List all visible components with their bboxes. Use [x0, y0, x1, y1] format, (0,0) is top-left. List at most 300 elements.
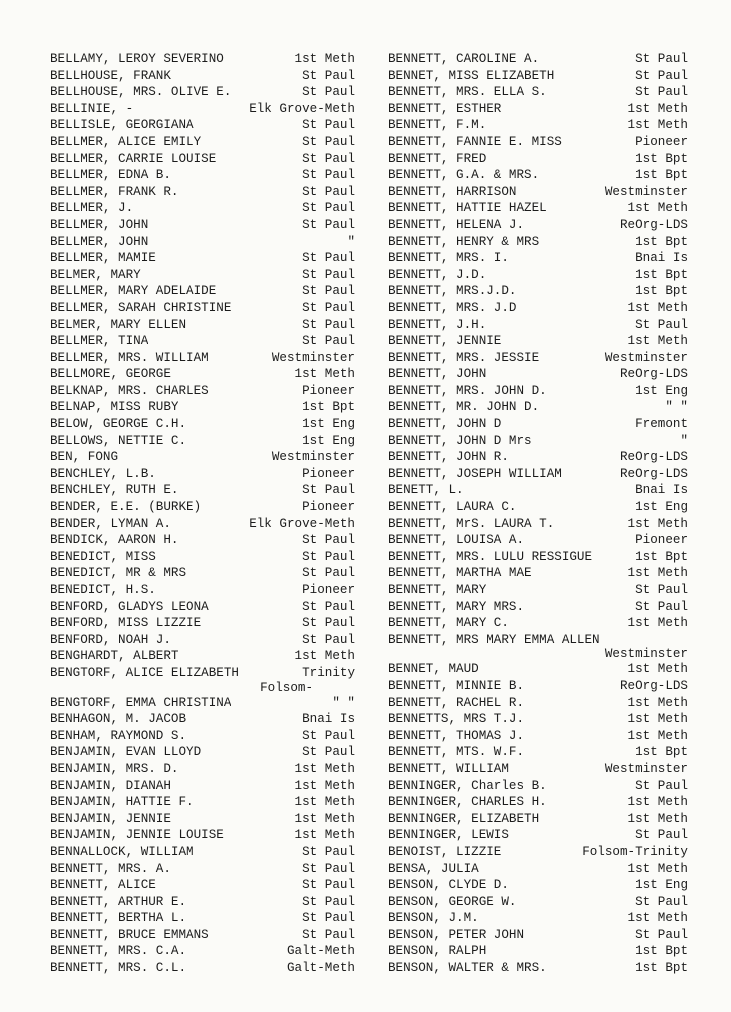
- entry-church: 1st Eng: [302, 417, 355, 432]
- entry-name: BENNETT, MRS. I.: [388, 251, 509, 266]
- directory-entry: [388, 317, 688, 334]
- directory-entry: [388, 615, 688, 632]
- entry-church: Fremont: [635, 417, 688, 432]
- entry-name: BENSON, RALPH: [388, 944, 487, 959]
- directory-entry: [388, 117, 688, 134]
- entry-church: ReOrg-LDS: [619, 367, 688, 382]
- directory-entry: [388, 711, 688, 728]
- entry-church: Elk Grove-Meth: [249, 516, 355, 531]
- entry-church: St Paul: [302, 217, 355, 232]
- directory-entry: [388, 217, 688, 234]
- entry-name: BENNETT, MRS MARY EMMA ALLEN: [388, 632, 600, 647]
- directory-entry: [50, 101, 355, 118]
- entry-church: St Paul: [635, 599, 688, 614]
- entry-church: St Paul: [302, 134, 355, 149]
- directory-entry: [388, 910, 688, 927]
- entry-name: BENNETT, G.A. & MRS.: [388, 168, 540, 183]
- entry-church: 1st Meth: [627, 811, 688, 826]
- entry-name: BENHAM, RAYMOND S.: [50, 728, 187, 743]
- entry-name: BENNET, MISS ELIZABETH: [388, 68, 555, 83]
- directory-entry: [388, 167, 688, 184]
- directory-entry: [388, 582, 688, 599]
- entry-name: BENNINGER, CHARLES H.: [388, 795, 547, 810]
- entry-name: BENNETT, ALICE: [50, 878, 156, 893]
- directory-entry: [50, 151, 355, 168]
- entry-name: BENCHLEY, RUTH E.: [50, 483, 179, 498]
- directory-entry: [388, 599, 688, 616]
- directory-entry: [50, 827, 355, 844]
- entry-name: BENNETT, JOHN D: [388, 417, 502, 432]
- directory-entry: [50, 350, 355, 367]
- entry-name: BENNETT, HENRY & MRS: [388, 234, 540, 249]
- entry-name: BENNETTS, MRS T.J.: [388, 712, 525, 727]
- entry-church: 1st Meth: [294, 52, 355, 66]
- directory-entry: [50, 632, 355, 649]
- entry-name: BENJAMIN, JENNIE LOUISE: [50, 828, 224, 843]
- entry-name: BENNETT, JOHN R.: [388, 450, 509, 465]
- directory-entry: [50, 449, 355, 466]
- directory-entry: [50, 333, 355, 350]
- directory-entry: [388, 927, 688, 944]
- directory-entry: [50, 877, 355, 894]
- entry-church: St Paul: [302, 267, 355, 282]
- directory-entry: [50, 761, 355, 778]
- entry-church: Westminster: [604, 350, 688, 365]
- entry-church: 1st Bpt: [635, 944, 688, 959]
- entry-church: Pioneer: [302, 466, 355, 481]
- entry-name: BENEDICT, H.S.: [50, 583, 156, 597]
- entry-church: St Paul: [635, 52, 688, 66]
- entry-church: St Paul: [302, 284, 355, 299]
- entry-name: BELLMER, JOHN: [50, 217, 149, 232]
- entry-church: St Paul: [302, 616, 355, 631]
- entry-church: ReOrg-LDS: [619, 217, 688, 232]
- directory-entry: [50, 811, 355, 828]
- entry-church: ": [347, 234, 355, 249]
- directory-entry: [50, 134, 355, 151]
- entry-church: Westminster: [604, 761, 688, 776]
- directory-entry: [388, 943, 688, 960]
- entry-church: 1st Meth: [627, 695, 688, 710]
- entry-name: BENNETT, MRS. C.L.: [50, 961, 187, 976]
- entry-church: 1st Bpt: [635, 234, 688, 249]
- entry-name: BENNETT, MRS.J.D.: [388, 284, 517, 299]
- entry-name: BELLMER, TINA: [50, 334, 149, 349]
- directory-entry: [50, 648, 355, 665]
- entry-church: St Paul: [635, 778, 688, 793]
- directory-entry: [50, 267, 355, 284]
- entry-name: BELLAMY, LEROY SEVERINO: [50, 52, 224, 66]
- directory-entry: [388, 466, 688, 483]
- directory-entry: [388, 101, 688, 118]
- directory-entry: [50, 794, 355, 811]
- directory-entry: [50, 217, 355, 234]
- entry-church: 1st Meth: [627, 616, 688, 631]
- entry-name: BENNETT, MRS. ELLA S.: [388, 85, 547, 100]
- directory-entry: [388, 234, 688, 251]
- entry-church: St Paul: [302, 317, 355, 332]
- entry-name: BENNETT, JENNIE: [388, 334, 502, 349]
- entry-church: St Paul: [302, 151, 355, 166]
- entry-name: BENSON, CLYDE D.: [388, 878, 509, 893]
- entry-name: BENNINGER, Charles B.: [388, 778, 547, 793]
- entry-church: 1st Bpt: [635, 284, 688, 299]
- entry-church: St Paul: [302, 728, 355, 743]
- entry-church-continuation: Folsom-: [260, 680, 313, 695]
- entry-name: BELLMORE, GEORGE: [50, 367, 171, 382]
- directory-entry: [50, 184, 355, 201]
- entry-name: BENGHARDT, ALBERT: [50, 649, 179, 664]
- entry-church: ": [680, 433, 688, 448]
- entry-church: St Paul: [302, 894, 355, 909]
- entry-church: St Paul: [635, 317, 688, 332]
- entry-church: ReOrg-LDS: [619, 450, 688, 465]
- directory-entry: [388, 794, 688, 811]
- entry-name: BENNETT, MRS. A.: [50, 861, 171, 876]
- entry-church: 1st Bpt: [635, 549, 688, 564]
- entry-church: St Paul: [635, 85, 688, 100]
- entry-name: BELLMER, FRANK R.: [50, 184, 179, 199]
- entry-name: BELKNAP, MRS. CHARLES: [50, 383, 209, 398]
- directory-entry: [50, 167, 355, 184]
- directory-entry: [50, 778, 355, 795]
- entry-name: BENEDICT, MR & MRS: [50, 566, 187, 581]
- entry-church: 1st Meth: [627, 662, 688, 677]
- entry-church: Pioneer: [635, 533, 688, 548]
- entry-name: BENNETT, MRS. LULU RESSIGUE: [388, 549, 593, 564]
- directory-entry: [50, 482, 355, 499]
- directory-entry: [388, 661, 688, 678]
- entry-church: St Paul: [302, 861, 355, 876]
- entry-church: Pioneer: [302, 383, 355, 398]
- entry-name: BENNETT, BRUCE EMMANS: [50, 927, 209, 942]
- entry-name: BENNETT, HARRISON: [388, 184, 517, 199]
- directory-entry: [388, 51, 688, 68]
- entry-church: St Paul: [302, 201, 355, 216]
- directory-entry: [50, 68, 355, 85]
- entry-church: Westminster: [604, 184, 688, 199]
- directory-entry: [50, 582, 355, 599]
- entry-name: BENNETT, MARTHA MAE: [388, 566, 532, 581]
- entry-name: BELOW, GEORGE C.H.: [50, 417, 187, 432]
- entry-church: 1st Meth: [627, 911, 688, 926]
- directory-entry: [50, 910, 355, 927]
- entry-name: BENNETT, MrS. LAURA T.: [388, 516, 555, 531]
- entry-church: " ": [665, 400, 688, 415]
- entry-church: 1st Meth: [627, 861, 688, 876]
- entry-name: BELMER, MARY ELLEN: [50, 317, 187, 332]
- entry-name: BELLHOUSE, MRS. OLIVE E.: [50, 85, 232, 100]
- entry-church: St Paul: [302, 533, 355, 548]
- directory-entry: [50, 695, 355, 712]
- entry-name: BENDICK, AARON H.: [50, 533, 179, 548]
- entry-church: Galt-Meth: [286, 961, 355, 976]
- directory-entry: [388, 532, 688, 549]
- entry-church: Elk Grove-Meth: [249, 101, 355, 116]
- entry-church: ReOrg-LDS: [619, 678, 688, 693]
- entry-name: BENNINGER, LEWIS: [388, 828, 509, 843]
- entry-name: BENNETT, J.H.: [388, 317, 487, 332]
- entry-church: 1st Bpt: [635, 267, 688, 282]
- entry-name: BENNETT, MRS. JOHN D.: [388, 383, 547, 398]
- entry-church: 1st Meth: [627, 566, 688, 581]
- entry-name: BELLMER, JOHN: [50, 234, 149, 249]
- directory-entry: [50, 744, 355, 761]
- entry-name: BENEDICT, MISS: [50, 549, 156, 564]
- entry-name: BENSON, J.M.: [388, 911, 479, 926]
- directory-entry: [50, 300, 355, 317]
- entry-name: BENNETT, MARY C.: [388, 616, 509, 631]
- directory-entry: [50, 366, 355, 383]
- entry-name: BENNETT, JOHN: [388, 367, 487, 382]
- entry-name: BELLMER, CARRIE LOUISE: [50, 151, 217, 166]
- entry-church: Bnai Is: [302, 712, 355, 727]
- directory-entry: [388, 416, 688, 433]
- directory-entry: [388, 632, 688, 649]
- directory-entry: [50, 399, 355, 416]
- entry-name: BENNINGER, ELIZABETH: [388, 811, 540, 826]
- directory-entry: [388, 300, 688, 317]
- entry-name: BENNETT, HATTIE HAZEL: [388, 201, 547, 216]
- entry-church: St Paul: [302, 168, 355, 183]
- entry-name: BENNETT, FANNIE E. MISS: [388, 134, 562, 149]
- entry-name: BENNETT, ARTHUR E.: [50, 894, 187, 909]
- directory-entry: [50, 549, 355, 566]
- directory-entry: [388, 844, 688, 861]
- entry-name: BELLMER, MARY ADELAIDE: [50, 284, 217, 299]
- entry-church: Bnai Is: [635, 251, 688, 266]
- entry-church: 1st Meth: [627, 516, 688, 531]
- entry-church: St Paul: [635, 927, 688, 942]
- entry-church: Galt-Meth: [286, 944, 355, 959]
- directory-entry: [388, 184, 688, 201]
- entry-name: BELMER, MARY: [50, 267, 141, 282]
- entry-name: BENJAMIN, MRS. D.: [50, 761, 179, 776]
- entry-name: BENNETT, BERTHA L.: [50, 911, 187, 926]
- entry-church: Westminster: [271, 350, 355, 365]
- entry-name: BENSON, GEORGE W.: [388, 894, 517, 909]
- entry-church: St Paul: [635, 894, 688, 909]
- entry-church: St Paul: [302, 844, 355, 859]
- entry-name: BENDER, E.E. (BURKE): [50, 500, 202, 515]
- entry-name: BENNETT, LOUISA A.: [388, 533, 525, 548]
- entry-church: 1st Meth: [627, 712, 688, 727]
- directory-entry: [388, 744, 688, 761]
- left-column: [50, 51, 355, 977]
- entry-name: BENDER, LYMAN A.: [50, 516, 171, 531]
- directory-entry: [50, 532, 355, 549]
- entry-name: BENFORD, MISS LIZZIE: [50, 616, 202, 631]
- entry-name: BELLOWS, NETTIE C.: [50, 433, 187, 448]
- entry-church: 1st Eng: [635, 383, 688, 398]
- entry-name: BENNETT, MINNIE B.: [388, 678, 525, 693]
- directory-entry: [388, 894, 688, 911]
- directory-entry: [50, 317, 355, 334]
- directory-entry: [388, 366, 688, 383]
- entry-church: St Paul: [302, 927, 355, 942]
- entry-church: St Paul: [302, 745, 355, 760]
- directory-entry: [388, 68, 688, 85]
- directory-entry: [50, 283, 355, 300]
- directory-entry: [50, 927, 355, 944]
- entry-name: BENNALLOCK, WILLIAM: [50, 844, 194, 859]
- directory-entry: [388, 678, 688, 695]
- directory-entry: [50, 250, 355, 267]
- entry-church: St Paul: [302, 878, 355, 893]
- directory-entry: [50, 51, 355, 68]
- entry-church: St Paul: [635, 828, 688, 843]
- entry-name: BENSON, PETER JOHN: [388, 927, 525, 942]
- entry-church: 1st Eng: [635, 500, 688, 515]
- entry-church: Trinity: [302, 665, 355, 680]
- entry-name: BENSA, JULIA: [388, 861, 479, 876]
- entry-name: BELLHOUSE, FRANK: [50, 68, 171, 83]
- entry-church: 1st Meth: [294, 828, 355, 843]
- directory-entry: [388, 778, 688, 795]
- directory-entry: [50, 466, 355, 483]
- entry-name: BENNETT, LAURA C.: [388, 500, 517, 515]
- entry-name: BENNETT, MTS. W.F.: [388, 745, 525, 760]
- entry-name: BENNETT, CAROLINE A.: [388, 52, 540, 66]
- entry-name: BENNETT, JOHN D Mrs: [388, 433, 532, 448]
- directory-entry: [388, 565, 688, 582]
- entry-name: BELLMER, ALICE EMILY: [50, 134, 202, 149]
- directory-entry: [50, 960, 355, 977]
- entry-church: St Paul: [302, 334, 355, 349]
- entry-church: St Paul: [302, 911, 355, 926]
- entry-church: St Paul: [302, 68, 355, 83]
- entry-name: BENCHLEY, L.B.: [50, 466, 156, 481]
- entry-church: 1st Meth: [627, 795, 688, 810]
- directory-entry: [388, 499, 688, 516]
- entry-church: 1st Meth: [627, 300, 688, 315]
- entry-church: 1st Meth: [627, 118, 688, 133]
- directory-entry: [388, 433, 688, 450]
- directory-entry: [388, 861, 688, 878]
- entry-name: BENJAMIN, JENNIE: [50, 811, 171, 826]
- entry-name: BELLMER, MRS. WILLIAM: [50, 350, 209, 365]
- directory-entry: [50, 711, 355, 728]
- directory-entry: [50, 499, 355, 516]
- entry-church: 1st Meth: [294, 367, 355, 382]
- directory-entry: [50, 516, 355, 533]
- directory-entry: [50, 117, 355, 134]
- entry-church: St Paul: [302, 632, 355, 647]
- directory-entry: [388, 283, 688, 300]
- directory-entry: [388, 399, 688, 416]
- directory-entry: [50, 894, 355, 911]
- entry-name: BENGTORF, ALICE ELIZABETH: [50, 665, 239, 680]
- entry-name: BENNETT, WILLIAM: [388, 761, 509, 776]
- directory-entry: [388, 449, 688, 466]
- directory-entry: [50, 234, 355, 251]
- entry-name: BENETT, L.: [388, 483, 464, 498]
- entry-name: BELLISLE, GEORGIANA: [50, 118, 194, 133]
- directory-entry: [388, 134, 688, 151]
- directory-entry: [50, 84, 355, 101]
- entry-church: 1st Bpt: [635, 151, 688, 166]
- entry-church: 1st Eng: [302, 433, 355, 448]
- entry-church: St Paul: [302, 599, 355, 614]
- entry-church: St Paul: [302, 251, 355, 266]
- directory-entry: [388, 383, 688, 400]
- entry-church: Pioneer: [302, 500, 355, 515]
- directory-entry: [388, 549, 688, 566]
- entry-name: BEN, FONG: [50, 450, 119, 465]
- entry-name: BELLMER, EDNA B.: [50, 168, 171, 183]
- entry-name: BELLMER, MAMIE: [50, 251, 156, 266]
- entry-name: BELLMER, SARAH CHRISTINE: [50, 300, 232, 315]
- directory-entry: [388, 267, 688, 284]
- entry-church: Bnai Is: [635, 483, 688, 498]
- right-column: [388, 51, 688, 977]
- entry-church: Pioneer: [635, 134, 688, 149]
- entry-name: BENNETT, JOSEPH WILLIAM: [388, 466, 562, 481]
- entry-church: St Paul: [302, 300, 355, 315]
- entry-name: BENNET, MAUD: [388, 662, 479, 677]
- entry-church: St Paul: [302, 483, 355, 498]
- entry-name: BENJAMIN, EVAN LLOYD: [50, 745, 202, 760]
- directory-entry: [50, 433, 355, 450]
- entry-name: BENNETT, MRS. C.A.: [50, 944, 187, 959]
- entry-name: BENJAMIN, HATTIE F.: [50, 795, 194, 810]
- entry-name: BENNETT, MARY MRS.: [388, 599, 525, 614]
- entry-name: BENNETT, MRS. JESSIE: [388, 350, 540, 365]
- directory-entry: [50, 728, 355, 745]
- entry-name: BENNETT, MARY: [388, 583, 487, 597]
- entry-church: St Paul: [635, 583, 688, 597]
- entry-name: BENNETT, MRS. J.D: [388, 300, 517, 315]
- entry-church: Westminster: [271, 450, 355, 465]
- directory-entry: [50, 565, 355, 582]
- directory-entry: [388, 482, 688, 499]
- directory-entry: [388, 695, 688, 712]
- entry-church: 1st Bpt: [635, 168, 688, 183]
- directory-entry: [50, 665, 355, 682]
- entry-church: 1st Bpt: [302, 400, 355, 415]
- entry-name: BENNETT, MR. JOHN D.: [388, 400, 540, 415]
- entry-church: ReOrg-LDS: [619, 466, 688, 481]
- entry-name: BENGTORF, EMMA CHRISTINA: [50, 695, 232, 710]
- entry-name: BENNETT, HELENA J.: [388, 217, 525, 232]
- directory-entry: [50, 200, 355, 217]
- entry-name: BENHAGON, M. JACOB: [50, 712, 187, 727]
- entry-church: " ": [332, 695, 355, 710]
- entry-church: Folsom-Trinity: [582, 844, 688, 859]
- entry-church: 1st Meth: [294, 795, 355, 810]
- directory-entry: [50, 844, 355, 861]
- entry-name: BENSON, WALTER & MRS.: [388, 961, 547, 976]
- entry-church: 1st Meth: [294, 778, 355, 793]
- directory-entry: [50, 943, 355, 960]
- directory-entry: [388, 960, 688, 977]
- entry-church: 1st Meth: [627, 101, 688, 116]
- directory-entry: [50, 383, 355, 400]
- entry-church-continuation: Westminster: [604, 647, 688, 662]
- directory-entry: [388, 728, 688, 745]
- entry-church: St Paul: [302, 566, 355, 581]
- directory-entry: [388, 200, 688, 217]
- directory-entry: [50, 615, 355, 632]
- entry-church: 1st Meth: [294, 761, 355, 776]
- entry-name: BENNETT, FRED: [388, 151, 487, 166]
- entry-church: St Paul: [302, 549, 355, 564]
- directory-entry: [50, 599, 355, 616]
- directory-entry: [388, 84, 688, 101]
- entry-name: BENFORD, GLADYS LEONA: [50, 599, 209, 614]
- directory-entry: [388, 151, 688, 168]
- entry-church: 1st Meth: [627, 334, 688, 349]
